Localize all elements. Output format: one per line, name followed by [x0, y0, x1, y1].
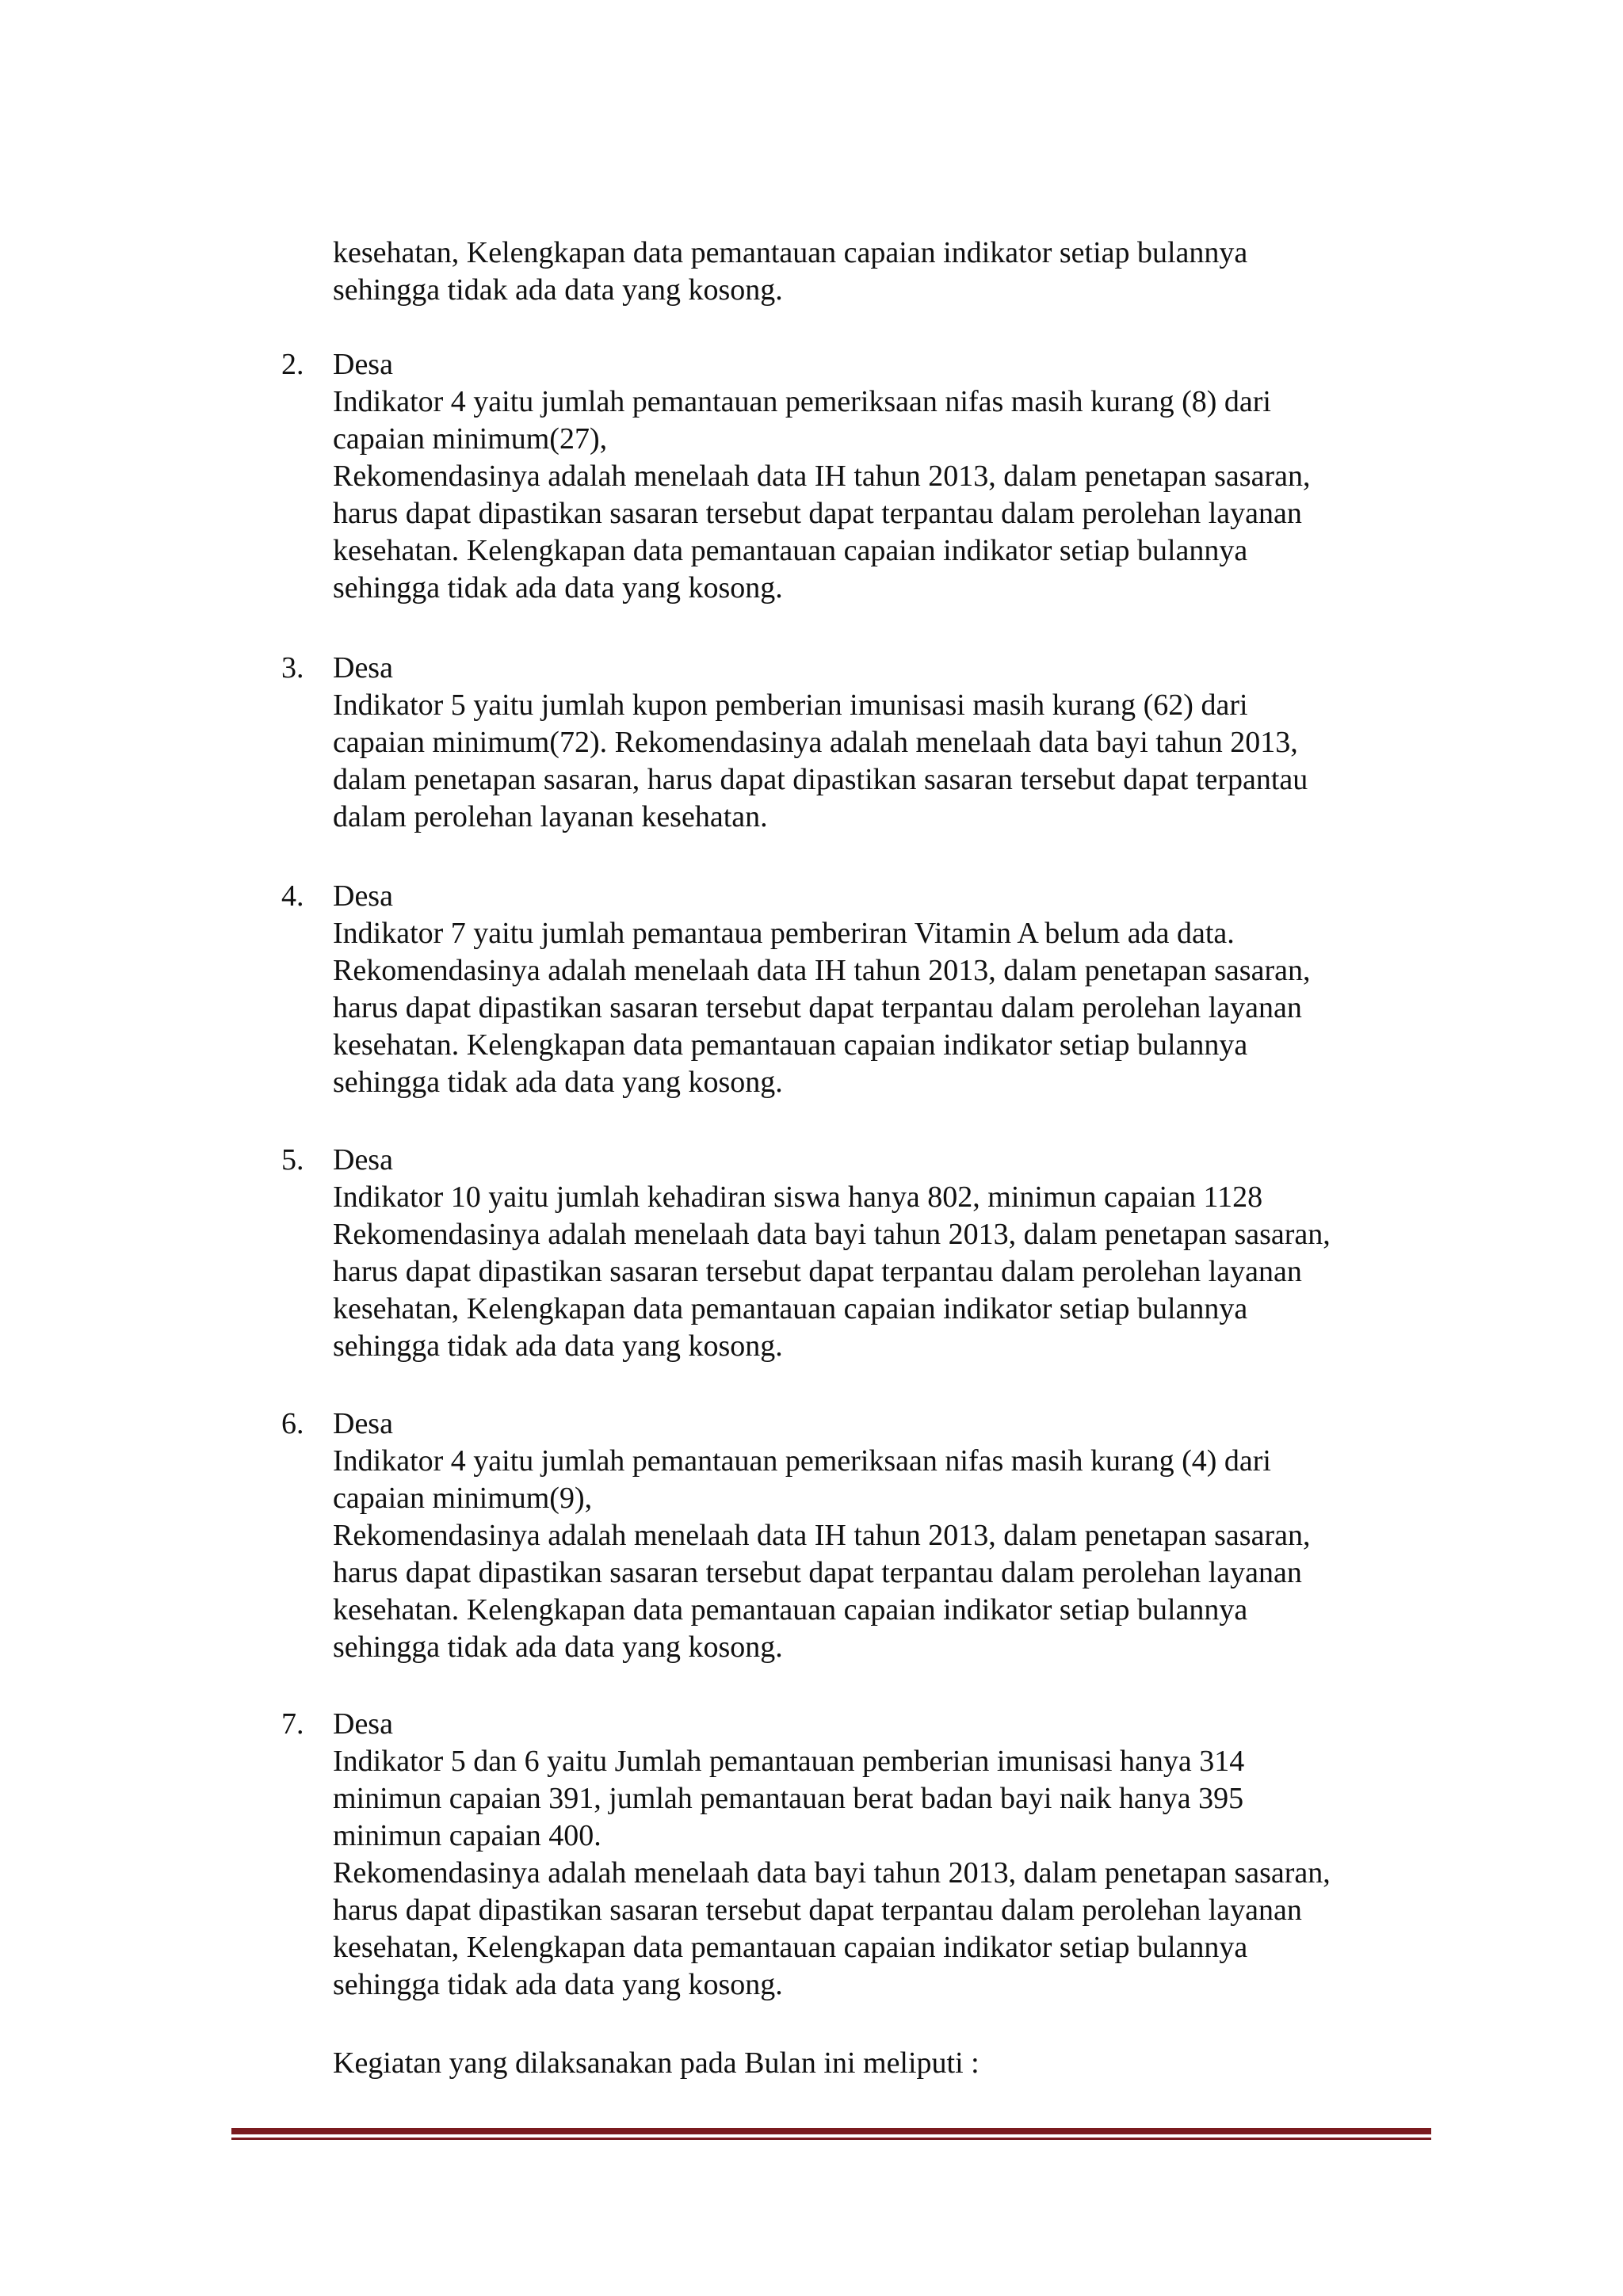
item-line: Indikator 5 yaitu jumlah kupon pemberian imunisasi masih kurang (62) dari — [333, 688, 1248, 722]
item-heading: Desa — [333, 651, 393, 685]
item-line: sehingga tidak ada data yang kosong. — [333, 1066, 783, 1099]
intro-line: kesehatan, Kelengkapan data pemantauan capaian indikator setiap bulannya — [333, 236, 1248, 269]
intro-paragraph — [333, 235, 1458, 309]
list-item-number: 7. — [281, 1707, 304, 1741]
item-line: kesehatan. Kelengkapan data pemantauan capaian indikator setiap bulannya — [333, 1593, 1248, 1627]
item-line: sehingga tidak ada data yang kosong. — [333, 571, 783, 605]
list-item — [333, 1706, 1458, 2004]
item-line: sehingga tidak ada data yang kosong. — [333, 1329, 783, 1363]
item-line: Indikator 4 yaitu jumlah pemantauan pemeriksaan nifas masih kurang (4) dari — [333, 1444, 1271, 1478]
item-line: minimun capaian 400. — [333, 1819, 601, 1852]
item-line: Rekomendasinya adalah menelaah data bayi tahun 2013, dalam penetapan sasaran, — [333, 1218, 1331, 1251]
item-heading: Desa — [333, 1707, 393, 1741]
item-line: capaian minimum(72). Rekomendasinya adalah menelaah data bayi tahun 2013, — [333, 726, 1298, 759]
item-line: Indikator 4 yaitu jumlah pemantauan pemeriksaan nifas masih kurang (8) dari — [333, 385, 1271, 418]
item-line: dalam perolehan layanan kesehatan. — [333, 800, 768, 833]
footer-rule — [231, 2128, 1431, 2134]
item-heading: Desa — [333, 348, 393, 381]
list-item — [333, 1142, 1458, 1365]
footer-rule-thin — [231, 2138, 1431, 2140]
intro-line: sehingga tidak ada data yang kosong. — [333, 273, 783, 307]
item-line: minimun capaian 391, jumlah pemantauan berat badan bayi naik hanya 395 — [333, 1782, 1244, 1815]
list-item — [333, 346, 1458, 607]
item-line: harus dapat dipastikan sasaran tersebut dapat terpantau dalam perolehan layanan — [333, 1894, 1302, 1927]
item-line: kesehatan, Kelengkapan data pemantauan capaian indikator setiap bulannya — [333, 1292, 1248, 1325]
item-line: Rekomendasinya adalah menelaah data IH tahun 2013, dalam penetapan sasaran, — [333, 460, 1311, 493]
item-line: harus dapat dipastikan sasaran tersebut dapat terpantau dalam perolehan layanan — [333, 991, 1302, 1024]
list-item — [333, 878, 1458, 1101]
item-line: Indikator 7 yaitu jumlah pemantaua pemberiran Vitamin A belum ada data. — [333, 917, 1235, 950]
list-item — [333, 650, 1458, 836]
closing-line: Kegiatan yang dilaksanakan pada Bulan ini meliputi : — [333, 2046, 980, 2080]
list-item — [333, 1405, 1458, 1666]
item-line: capaian minimum(27), — [333, 422, 608, 456]
item-line: Rekomendasinya adalah menelaah data IH tahun 2013, dalam penetapan sasaran, — [333, 954, 1311, 987]
item-heading: Desa — [333, 1407, 393, 1440]
item-heading: Desa — [333, 879, 393, 913]
item-line: kesehatan. Kelengkapan data pemantauan capaian indikator setiap bulannya — [333, 534, 1248, 567]
closing-paragraph — [333, 2045, 1458, 2082]
list-item-number: 6. — [281, 1407, 304, 1440]
item-line: harus dapat dipastikan sasaran tersebut dapat terpantau dalam perolehan layanan — [333, 1255, 1302, 1288]
item-line: sehingga tidak ada data yang kosong. — [333, 1968, 783, 2001]
item-line: dalam penetapan sasaran, harus dapat dipastikan sasaran tersebut dapat terpantau — [333, 763, 1308, 796]
item-line: harus dapat dipastikan sasaran tersebut dapat terpantau dalam perolehan layanan — [333, 497, 1302, 530]
item-line: Indikator 10 yaitu jumlah kehadiran siswa hanya 802, minimun capaian 1128 — [333, 1180, 1263, 1214]
item-line: harus dapat dipastikan sasaran tersebut dapat terpantau dalam perolehan layanan — [333, 1556, 1302, 1589]
item-line: kesehatan, Kelengkapan data pemantauan capaian indikator setiap bulannya — [333, 1931, 1248, 1964]
item-line: Rekomendasinya adalah menelaah data bayi tahun 2013, dalam penetapan sasaran, — [333, 1856, 1331, 1890]
item-line: capaian minimum(9), — [333, 1482, 593, 1515]
item-line: sehingga tidak ada data yang kosong. — [333, 1630, 783, 1664]
item-line: Rekomendasinya adalah menelaah data IH tahun 2013, dalam penetapan sasaran, — [333, 1519, 1311, 1552]
list-item-number: 5. — [281, 1143, 304, 1177]
list-item-number: 3. — [281, 651, 304, 685]
list-item-number: 4. — [281, 879, 304, 913]
list-item-number: 2. — [281, 348, 304, 381]
item-line: kesehatan. Kelengkapan data pemantauan capaian indikator setiap bulannya — [333, 1028, 1248, 1062]
item-heading: Desa — [333, 1143, 393, 1177]
item-line: Indikator 5 dan 6 yaitu Jumlah pemantauan pemberian imunisasi hanya 314 — [333, 1745, 1245, 1778]
